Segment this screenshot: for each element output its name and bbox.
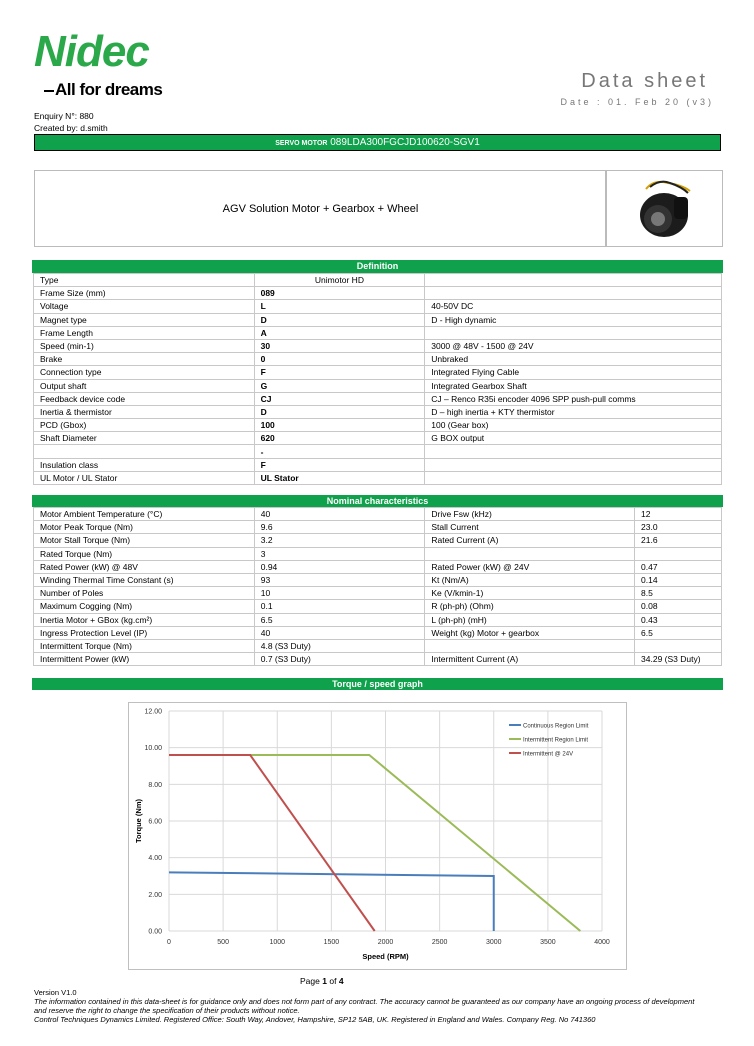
nominal-cell: Motor Ambient Temperature (°C)	[34, 508, 255, 521]
nominal-row	[34, 547, 722, 560]
y-tick-label: 10.00	[144, 745, 162, 753]
nidec-logo: Nidec	[34, 27, 149, 76]
definition-cell: F	[254, 366, 425, 379]
nominal-cell: 0.1	[254, 600, 425, 613]
definition-cell: Integrated Flying Cable	[425, 366, 722, 379]
nominal-cell: Maximum Cogging (Nm)	[34, 600, 255, 613]
nominal-cell: 0.14	[635, 573, 722, 586]
nominal-row	[34, 521, 722, 534]
definition-cell: D – high inertia + KTY thermistor	[425, 405, 722, 418]
definition-row	[34, 313, 722, 326]
definition-cell	[425, 471, 722, 484]
nominal-cell: Intermittent Current (A)	[425, 653, 635, 666]
y-tick-label: 12.00	[144, 708, 162, 716]
nominal-cell: Intermittent Power (kW)	[34, 653, 255, 666]
definition-cell: Integrated Gearbox Shaft	[425, 379, 722, 392]
nominal-cell: Rated Power (kW) @ 48V	[34, 560, 255, 573]
y-tick-label: 8.00	[148, 781, 162, 789]
nominal-row	[34, 613, 722, 626]
x-tick-label: 0	[167, 939, 171, 946]
nominal-cell: 8.5	[635, 587, 722, 600]
definition-row	[34, 405, 722, 418]
definition-cell: Brake	[34, 353, 255, 366]
definition-cell: L	[254, 300, 425, 313]
definition-cell: D	[254, 313, 425, 326]
nominal-cell: 3	[254, 547, 425, 560]
nominal-row	[34, 587, 722, 600]
definition-cell: -	[254, 445, 425, 458]
nominal-cell: 4.8 (S3 Duty)	[254, 639, 425, 652]
page-current: 1	[322, 976, 327, 986]
definition-cell: Frame Size (mm)	[34, 287, 255, 300]
definition-row	[34, 458, 722, 471]
definition-cell: Insulation class	[34, 458, 255, 471]
definition-cell: UL Stator	[254, 471, 425, 484]
legend-label: Intermittent Region Limit	[523, 737, 589, 744]
definition-row	[34, 366, 722, 379]
nominal-cell	[635, 639, 722, 652]
definition-cell: 089	[254, 287, 425, 300]
nominal-row	[34, 653, 722, 666]
definition-cell: D	[254, 405, 425, 418]
definition-row	[34, 287, 722, 300]
definition-table	[33, 273, 722, 485]
definition-cell	[425, 274, 722, 287]
nominal-cell: 40	[254, 626, 425, 639]
definition-cell: G	[254, 379, 425, 392]
definition-cell: Speed (min-1)	[34, 339, 255, 352]
definition-cell: UL Motor / UL Stator	[34, 471, 255, 484]
motor-code-prefix: SERVO MOTOR	[275, 140, 328, 147]
definition-header: Definition	[32, 260, 723, 273]
nominal-row	[34, 639, 722, 652]
definition-row	[34, 392, 722, 405]
definition-cell: Type	[34, 274, 255, 287]
definition-row	[34, 353, 722, 366]
nominal-cell: L (ph-ph) (mH)	[425, 613, 635, 626]
nominal-cell: Stall Current	[425, 521, 635, 534]
nominal-cell: Rated Current (A)	[425, 534, 635, 547]
definition-cell: 100 (Gear box)	[425, 419, 722, 432]
nominal-cell: Number of Poles	[34, 587, 255, 600]
x-tick-label: 2500	[431, 939, 448, 946]
nominal-cell: 0.94	[254, 560, 425, 573]
x-tick-label: 4000	[594, 939, 610, 946]
definition-cell: A	[254, 326, 425, 339]
disclaimer-line-1: The information contained in this data-sheet is for guidance only and does not form part of any contract. The accuracy cannot be guaranteed as our company have an ongoing process of development	[34, 997, 695, 1006]
definition-cell: Frame Length	[34, 326, 255, 339]
chart-frame	[128, 702, 627, 970]
definition-cell	[425, 326, 722, 339]
legend-label: Intermittent @ 24V	[523, 751, 574, 758]
enquiry-number: Enquiry N°: 880	[34, 111, 94, 121]
nominal-cell: 34.29 (S3 Duty)	[635, 653, 722, 666]
nominal-cell: 40	[254, 508, 425, 521]
definition-cell	[425, 445, 722, 458]
definition-row	[34, 432, 722, 445]
definition-cell: CJ – Renco R35i encoder 4096 SPP push-pull comms	[425, 392, 722, 405]
nominal-cell: 6.5	[635, 626, 722, 639]
nominal-cell: Kt (Nm/A)	[425, 573, 635, 586]
nominal-cell: R (ph-ph) (Ohm)	[425, 600, 635, 613]
definition-row	[34, 326, 722, 339]
definition-cell: Voltage	[34, 300, 255, 313]
nominal-row	[34, 600, 722, 613]
nominal-row	[34, 534, 722, 547]
motor-wheel-photo-icon	[606, 171, 722, 246]
nominal-cell: 3.2	[254, 534, 425, 547]
nominal-cell	[425, 547, 635, 560]
definition-cell: Inertia & thermistor	[34, 405, 255, 418]
page-of: of	[329, 976, 337, 986]
nominal-cell: Rated Torque (Nm)	[34, 547, 255, 560]
definition-cell: Feedback device code	[34, 392, 255, 405]
nominal-row	[34, 508, 722, 521]
nominal-cell: Intermittent Torque (Nm)	[34, 639, 255, 652]
nominal-cell: Motor Peak Torque (Nm)	[34, 521, 255, 534]
nominal-cell: Inertia Motor + GBox (kg.cm²)	[34, 613, 255, 626]
nominal-cell: Weight (kg) Motor + gearbox	[425, 626, 635, 639]
x-tick-label: 2000	[377, 939, 394, 946]
definition-cell: D - High dynamic	[425, 313, 722, 326]
x-tick-label: 500	[217, 939, 229, 946]
x-tick-label: 3500	[540, 939, 556, 946]
definition-cell: 0	[254, 353, 425, 366]
x-tick-label: 3000	[485, 939, 502, 946]
doc-title: Data sheet	[581, 70, 708, 92]
definition-cell: CJ	[254, 392, 425, 405]
nominal-cell: 0.47	[635, 560, 722, 573]
definition-row	[34, 339, 722, 352]
motor-code-bar	[34, 134, 721, 151]
nominal-cell: Ke (V/kmin-1)	[425, 587, 635, 600]
nominal-cell: 23.0	[635, 521, 722, 534]
series-line	[169, 755, 580, 931]
x-tick-label: 1500	[323, 939, 340, 946]
definition-cell: Shaft Diameter	[34, 432, 255, 445]
version: Version V1.0	[34, 988, 77, 997]
y-tick-label: 4.00	[148, 855, 162, 863]
definition-cell: PCD (Gbox)	[34, 419, 255, 432]
nominal-cell: Motor Stall Torque (Nm)	[34, 534, 255, 547]
definition-cell: 3000 @ 48V - 1500 @ 24V	[425, 339, 722, 352]
definition-cell	[34, 445, 255, 458]
nominal-row	[34, 560, 722, 573]
nominal-cell: 12	[635, 508, 722, 521]
nominal-cell	[425, 639, 635, 652]
nominal-cell: 0.08	[635, 600, 722, 613]
nominal-row	[34, 573, 722, 586]
nominal-cell: 0.7 (S3 Duty)	[254, 653, 425, 666]
definition-cell: Unimotor HD	[254, 274, 425, 287]
product-description: AGV Solution Motor + Gearbox + Wheel	[222, 203, 419, 215]
product-image-cell	[605, 170, 723, 247]
registered-office: Control Techniques Dynamics Limited. Registered Office: South Way, Andover, Hampshire, SP12 5AB, UK. Registered in England and Wales. Company Reg. No 741360	[34, 1015, 596, 1024]
motor-code: 089LDA300FGCJD100620-SGV1	[330, 137, 480, 148]
nominal-cell: 21.6	[635, 534, 722, 547]
nominal-cell: 9.6	[254, 521, 425, 534]
nominal-row	[34, 626, 722, 639]
page-prefix: Page	[300, 976, 320, 986]
page-number	[300, 976, 344, 986]
y-tick-label: 0.00	[148, 928, 162, 936]
nominal-table	[33, 507, 722, 666]
page-total: 4	[338, 976, 344, 986]
definition-row	[34, 379, 722, 392]
x-axis-label: Speed (RPM)	[362, 952, 409, 961]
definition-cell: Unbraked	[425, 353, 722, 366]
x-tick-label: 1000	[269, 939, 286, 946]
nominal-cell	[635, 547, 722, 560]
graph-header: Torque / speed graph	[32, 678, 723, 690]
nominal-cell: Ingress Protection Level (IP)	[34, 626, 255, 639]
y-axis-label: Torque (Nm)	[134, 798, 143, 844]
nominal-cell: 6.5	[254, 613, 425, 626]
definition-cell: 40-50V DC	[425, 300, 722, 313]
series-line	[169, 755, 375, 931]
nominal-cell: Drive Fsw (kHz)	[425, 508, 635, 521]
definition-cell: 620	[254, 432, 425, 445]
disclaimer-line-2: and reserve the right to change the specification of their products without notice.	[34, 1006, 300, 1015]
product-description-cell	[34, 170, 607, 247]
y-tick-label: 2.00	[148, 891, 162, 899]
definition-row	[34, 471, 722, 484]
nominal-header: Nominal characteristics	[32, 495, 723, 507]
tagline	[44, 80, 162, 100]
definition-cell	[425, 287, 722, 300]
definition-row	[34, 445, 722, 458]
definition-cell: 30	[254, 339, 425, 352]
definition-cell: 100	[254, 419, 425, 432]
definition-cell	[425, 458, 722, 471]
nominal-cell: 0.43	[635, 613, 722, 626]
definition-row	[34, 274, 722, 287]
definition-row	[34, 419, 722, 432]
nominal-cell: 93	[254, 573, 425, 586]
definition-row	[34, 300, 722, 313]
nominal-cell: Rated Power (kW) @ 24V	[425, 560, 635, 573]
doc-date: Date : 01. Feb 20 (v3)	[560, 97, 714, 107]
definition-cell: Output shaft	[34, 379, 255, 392]
tagline-text: All for dreams	[55, 80, 163, 99]
y-tick-label: 6.00	[148, 818, 162, 826]
torque-speed-chart	[129, 703, 626, 969]
definition-cell: F	[254, 458, 425, 471]
nominal-cell: 10	[254, 587, 425, 600]
nominal-cell: Winding Thermal Time Constant (s)	[34, 573, 255, 586]
created-by: Created by: d.smith	[34, 123, 108, 133]
definition-cell: Connection type	[34, 366, 255, 379]
definition-cell: G BOX output	[425, 432, 722, 445]
tagline-dash	[44, 90, 54, 92]
legend-label: Continuous Region Limit	[523, 723, 589, 730]
definition-cell: Magnet type	[34, 313, 255, 326]
